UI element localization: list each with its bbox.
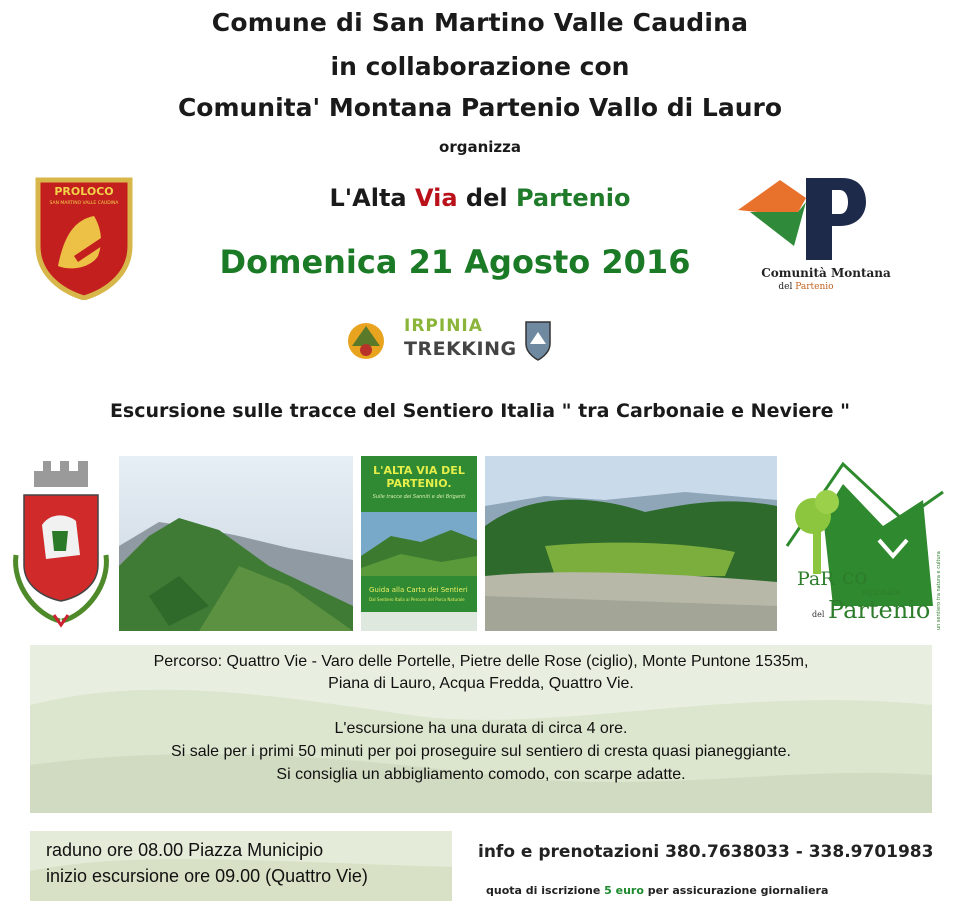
header-line-2: in collaborazione con <box>330 52 630 81</box>
event-date: Domenica 21 Agosto 2016 <box>219 243 691 281</box>
comunita-montana-sub: del Partenio <box>778 282 834 292</box>
header-line-1: Comune di San Martino Valle Caudina <box>211 8 749 37</box>
duration-text: L'escursione ha una durata di circa 4 ore. <box>334 720 628 737</box>
route-line-1: Percorso: Quattro Vie - Varo delle Portelle, Pietre delle Rose (ciglio), Monte Puntone 1535m, <box>153 653 809 670</box>
comunita-montana-title: Comunità Montana <box>761 266 891 280</box>
guide-book-cover <box>361 456 477 631</box>
info-prenotazioni: info e prenotazioni 380.7638033 - 338.9701983 <box>478 842 934 862</box>
quota-iscrizione: quota di iscrizione 5 euro per assicurazione giornaliera <box>486 884 829 897</box>
parco-pa: PaR <box>797 568 835 590</box>
trekking-bottom-label: TREKKING <box>404 338 517 360</box>
parco-rco: co <box>842 565 868 590</box>
book-guide-sub: Dal Sentiero Italia ai Percorsi del Parco Naturale <box>369 597 465 602</box>
trekking-top-label: IRPINIA <box>404 316 483 336</box>
header-line-3: Comunita' Montana Partenio Vallo di Lauro <box>177 93 783 122</box>
parco-regionale: egionale <box>862 588 901 598</box>
book-guide: Guida alla Carta dei Sentieri <box>369 586 468 594</box>
ascent-text: Si sale per i primi 50 minuti per poi proseguire sul sentiero di cresta quasi pianeggiante. <box>171 743 791 760</box>
organizza-label: organizza <box>439 138 521 156</box>
inizio-text: inizio escursione ore 09.00 (Quattro Vie) <box>46 866 368 886</box>
parco-del: del <box>812 610 825 619</box>
event-title: L'Alta Via del Partenio <box>329 184 631 212</box>
excursion-title: Escursione sulle tracce del Sentiero Italia " tra Carbonaie e Neviere " <box>109 400 851 422</box>
municipal-crest-logo <box>6 455 116 630</box>
clothing-advice-text: Si consiglia un abbigliamento comodo, con scarpe adatte. <box>276 766 686 783</box>
route-line-2: Piana di Lauro, Acqua Fredda, Quattro Vie. <box>328 675 634 692</box>
valley-meadow-photo <box>485 456 777 631</box>
book-subtitle: Sulle tracce dei Sanniti e dei Briganti <box>372 494 466 500</box>
raduno-text: raduno ore 08.00 Piazza Municipio <box>46 840 324 860</box>
proloco-sub: SAN MARTINO VALLE CAUDINA <box>49 201 119 206</box>
mountain-ridge-photo <box>119 456 353 631</box>
parco-partenio-label: Partenio <box>828 596 931 624</box>
proloco-name: PROLOCO <box>54 185 114 198</box>
book-title: L'ALTA VIA DEL PARTENIO. <box>373 464 465 490</box>
parco-side-text: un sentiero tra natura e cultura <box>936 551 942 630</box>
